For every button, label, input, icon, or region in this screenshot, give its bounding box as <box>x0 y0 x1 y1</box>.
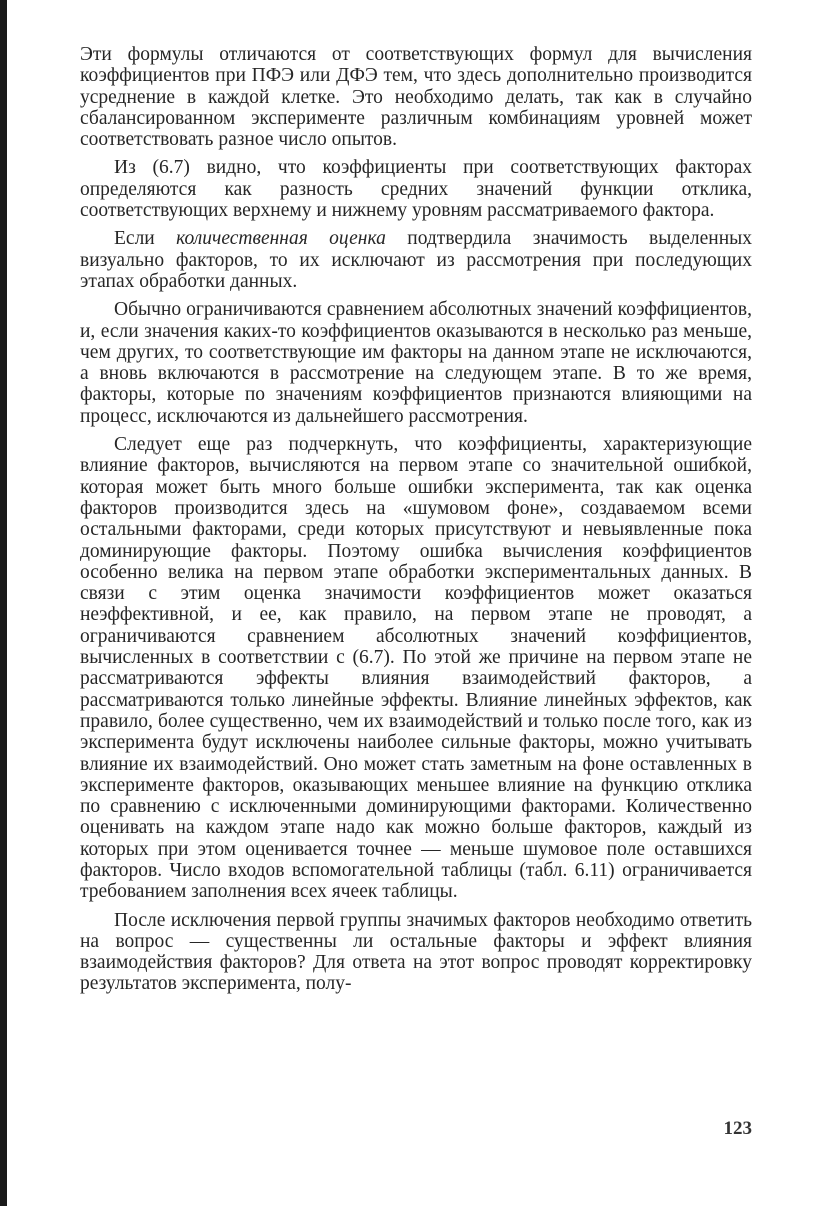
paragraph-3 <box>80 228 752 292</box>
paragraph-3-prefix: Если <box>114 228 177 250</box>
paragraph-2: Из (6.7) видно, что коэффициенты при соответствующих факторах определяются как разность средних значений функции отклика, соответствующих верхнему и нижнему уровням рассматриваемого фактора. <box>80 157 752 222</box>
page-number: 123 <box>723 1118 752 1139</box>
paragraph-1: Эти формулы отличаются от соответствующих формул для вычисления коэффициентов при ПФЭ или ДФЭ тем, что здесь дополнительно производится усреднение в каждой клетке. Это необходимо делать, так как в случайно сбалансированном эксперименте различным комбинациям уровней может соответствовать разное число опытов. <box>80 44 752 151</box>
page-binding-edge <box>0 0 7 1206</box>
paragraph-3-emphasis: количественная оценка <box>176 228 386 250</box>
page-text-block <box>80 44 752 995</box>
paragraph-5: Следует еще раз подчеркнуть, что коэффициенты, характеризующие влияние факторов, вычисляются на первом этапе со значительной ошибкой, которая может быть много больше ошибки эксперимента, так как оценка факторов производится здесь на «шумовом фоне», создаваемом всеми остальными факторами, среди которых присутствуют и невыявленные пока доминирующие факторы. Поэтому ошибка вычисления коэффициентов особенно велика на первом этапе обработки экспериментальных данных. В связи с этим оценка значимости коэффициентов может оказаться неэффективной, и ее, как правило, на первом этапе не проводят, а ограничиваются сравнением абсолютных значений коэффициентов, вычисленных в соответствии с (6.7). По этой же причине на первом этапе не рассматриваются эффекты влияния взаимодействий факторов, а рассматриваются только линейные эффекты. Влияние линейных эффектов, как правило, более существенно, чем их взаимодействий и только после того, как из эксперимента будут исключены наиболее сильные факторы, можно учитывать влияние их взаимодействий. Оно может стать заметным на фоне оставленных в эксперименте факторов, оказывающих меньшее влияние на функцию отклика по сравнению с исключенными доминирующими факторами. Количественно оценивать на каждом этапе надо как можно больше факторов, каждый из которых при этом оценивается точнее — меньше шумовое поле оставшихся факторов. Число входов вспомогательной таблицы (табл. 6.11) ограничивается требованием заполнения всех ячеек таблицы. <box>80 434 752 903</box>
paragraph-4: Обычно ограничиваются сравнением абсолютных значений коэффициентов, и, если значения каких-то коэффициентов оказываются в несколько раз меньше, чем других, то соответствующие им факторы на данном этапе не исключаются, а вновь включаются в рассмотрение на следующем этапе. В то же время, факторы, которые по значениям коэффициентов признаются влияющими на процесс, исключаются из дальнейшего рассмотрения. <box>80 299 752 427</box>
paragraph-6: После исключения первой группы значимых факторов необходимо ответить на вопрос — существенны ли остальные факторы и эффект влияния взаимодействия факторов? Для ответа на этот вопрос проводят корректировку результатов эксперимента, полу- <box>80 909 752 995</box>
paragraph-3-suffix: подтвердила значимость выделенных визуально факторов, то их исключают из рассмотрения при последующих этапах обработки данных. <box>80 228 752 292</box>
